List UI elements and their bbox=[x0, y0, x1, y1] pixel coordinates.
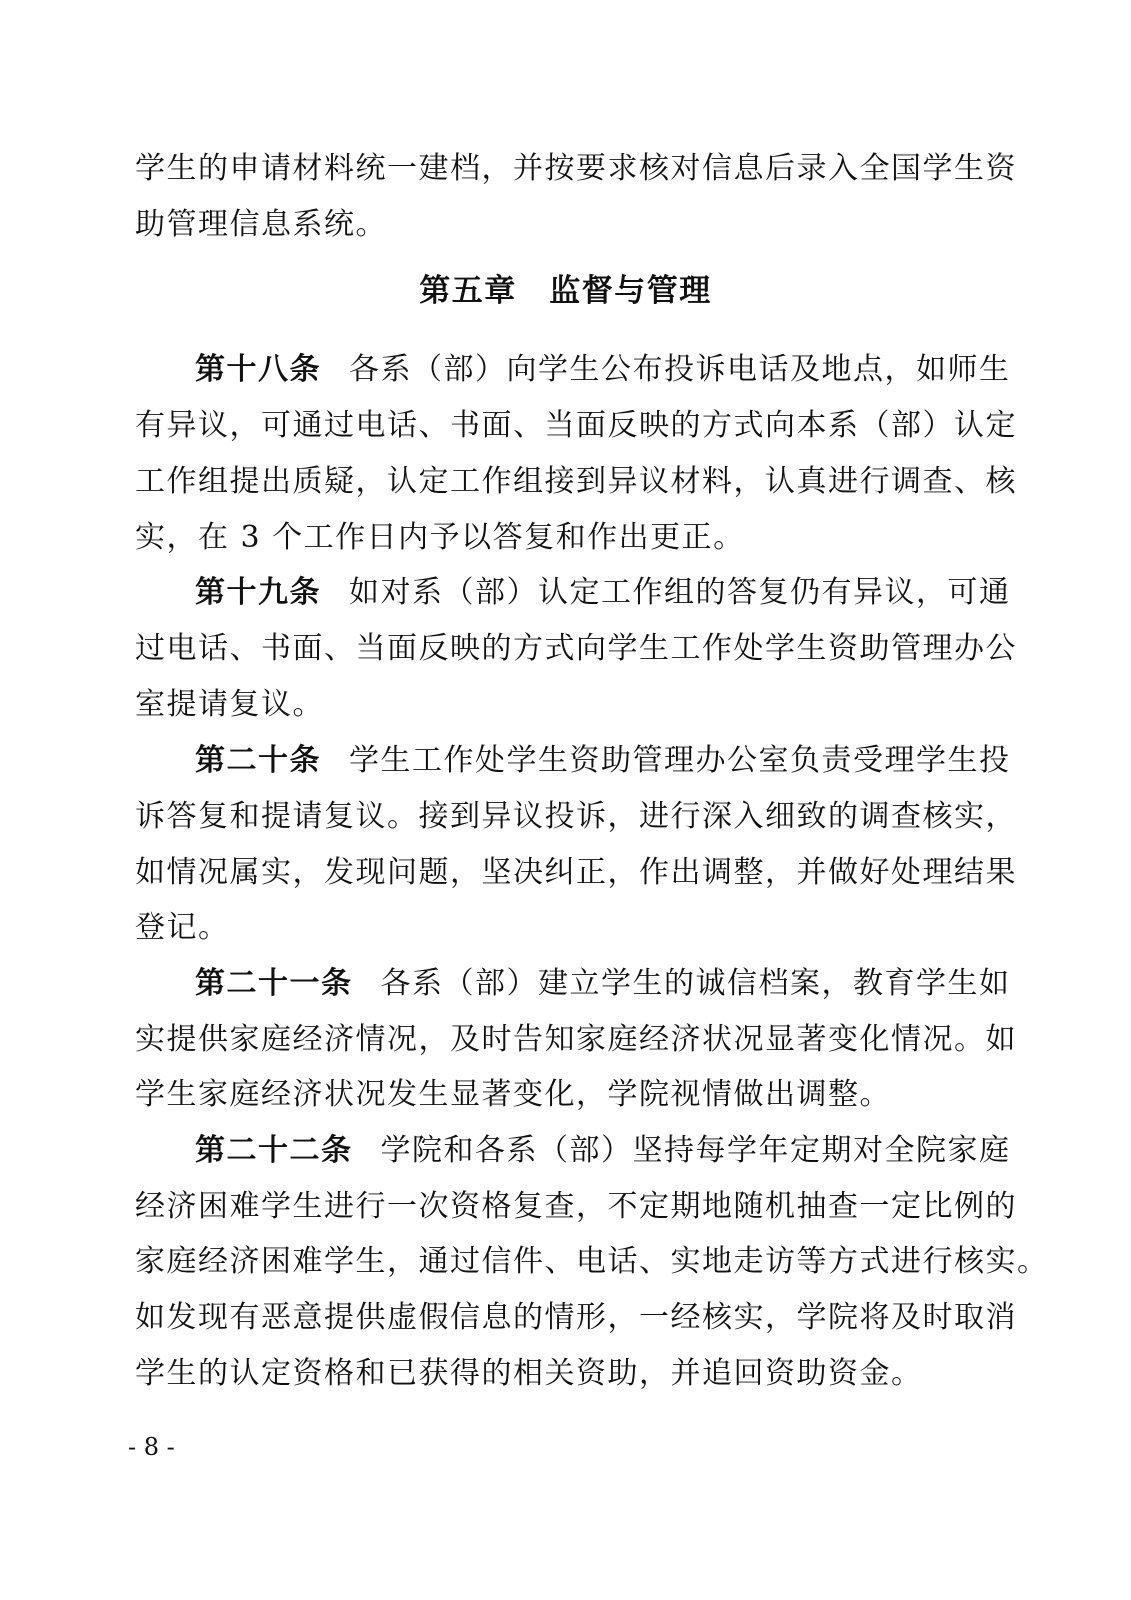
article-21-first-line bbox=[195, 964, 1011, 1004]
article-22-text: 学院和各系（部）坚持每学年定期对全院家庭 bbox=[380, 1133, 1011, 1168]
article-19-text: 如对系（部）认定工作组的答复仍有异议，可通 bbox=[349, 575, 1011, 610]
article-22-label: 第二十二条 bbox=[195, 1133, 353, 1168]
paragraph-line: 工作组提出质疑，认定工作组接到异议材料，认真进行调查、核 bbox=[135, 464, 1017, 499]
paragraph-line: 诉答复和提请复议。接到异议投诉，进行深入细致的调查核实， bbox=[135, 799, 1017, 834]
article-20-label: 第二十条 bbox=[195, 743, 321, 778]
article-20-first-line bbox=[195, 741, 1011, 781]
paragraph-line: 实，在 3 个工作日内予以答复和作出更正。 bbox=[135, 520, 745, 555]
paragraph-line: 经济困难学生进行一次资格复查，不定期地随机抽查一定比例的 bbox=[135, 1189, 1017, 1224]
article-19-first-line bbox=[195, 573, 1011, 613]
paragraph-line: 学生的认定资格和已获得的相关资助，并追回资助资金。 bbox=[135, 1356, 923, 1391]
paragraph-line: 家庭经济困难学生，通过信件、电话、实地走访等方式进行核实。 bbox=[135, 1244, 1049, 1279]
article-18-label: 第十八条 bbox=[195, 352, 321, 387]
paragraph-line: 有异议，可通过电话、书面、当面反映的方式向本系（部）认定 bbox=[135, 408, 1017, 443]
article-18-text: 各系（部）向学生公布投诉电话及地点，如师生 bbox=[349, 352, 1011, 387]
chapter-heading: 第五章 监督与管理 bbox=[419, 273, 712, 309]
paragraph-line: 室提请复议。 bbox=[135, 687, 324, 722]
article-18-first-line bbox=[195, 350, 1011, 390]
paragraph-line: 实提供家庭经济情况，及时告知家庭经济状况显著变化情况。如 bbox=[135, 1022, 1017, 1057]
paragraph-line: 学生的申请材料统一建档，并按要求核对信息后录入全国学生资 bbox=[135, 151, 1017, 186]
paragraph-line: 如情况属实，发现问题，坚决纠正，作出调整，并做好处理结果 bbox=[135, 855, 1017, 890]
paragraph-line: 登记。 bbox=[135, 910, 230, 945]
paragraph-line: 助管理信息系统。 bbox=[135, 207, 387, 242]
paragraph-line: 如发现有恶意提供虚假信息的情形，一经核实，学院将及时取消 bbox=[135, 1300, 1017, 1335]
paragraph-line: 过电话、书面、当面反映的方式向学生工作处学生资助管理办公 bbox=[135, 631, 1017, 666]
article-21-label: 第二十一条 bbox=[195, 966, 353, 1001]
article-22-first-line bbox=[195, 1131, 1011, 1171]
article-20-text: 学生工作处学生资助管理办公室负责受理学生投 bbox=[349, 743, 1011, 778]
article-21-text: 各系（部）建立学生的诚信档案，教育学生如 bbox=[380, 966, 1011, 1001]
paragraph-line: 学生家庭经济状况发生显著变化，学院视情做出调整。 bbox=[135, 1077, 891, 1112]
page-number: - 8 - bbox=[128, 1433, 175, 1461]
article-19-label: 第十九条 bbox=[195, 575, 321, 610]
